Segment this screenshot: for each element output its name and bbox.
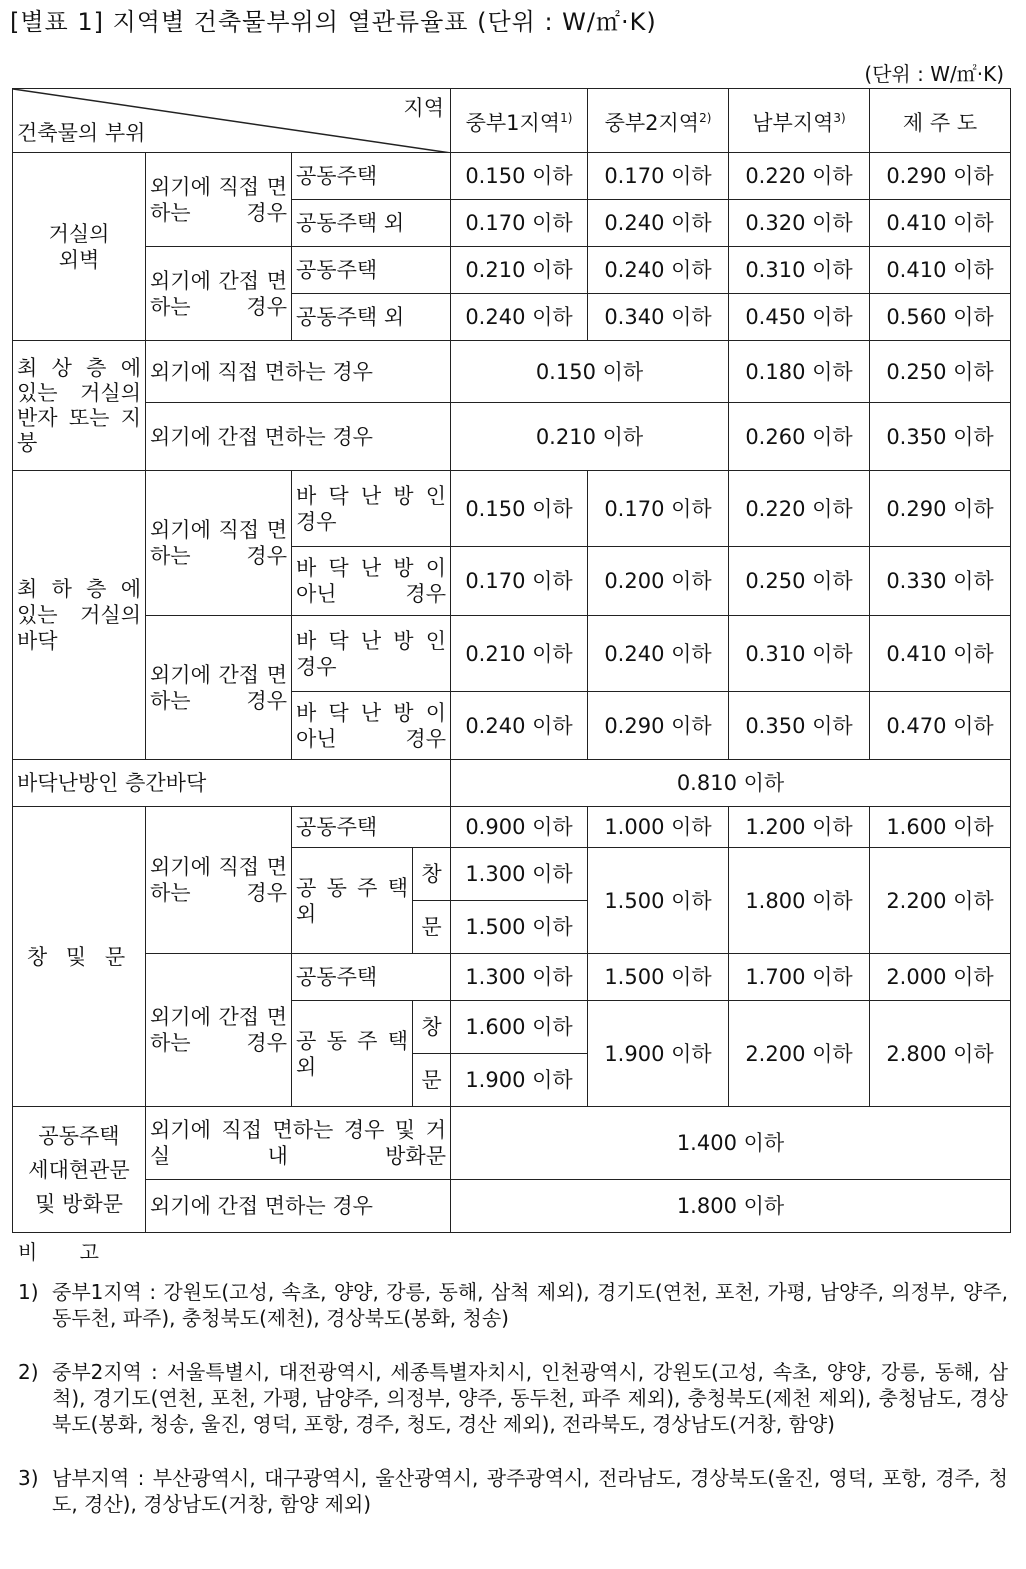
note-number: 1) [18, 1280, 39, 1304]
wall-indirect-apt-label: 공동주택 [292, 247, 451, 294]
value-cell: 0.170 이하 [451, 547, 588, 616]
notes-heading: 비 고 [18, 1240, 117, 1264]
value-cell: 2.200 이하 [870, 848, 1011, 954]
value-cell: 0.240 이하 [451, 692, 588, 760]
value-cell: 0.900 이하 [451, 807, 588, 848]
win-direct-other-label: 공 동 주 택 외 [292, 848, 413, 954]
value-cell: 0.320 이하 [729, 200, 870, 247]
thermal-transmittance-table [12, 88, 1011, 1233]
window-door-label: 창 및 문 [13, 807, 146, 1107]
entrance-door-label: 공동주택 세대현관문 및 방화문 [13, 1107, 146, 1233]
value-cell: 0.240 이하 [588, 616, 729, 692]
value-cell: 0.810 이하 [451, 760, 1011, 807]
interfloor-label: 바닥난방인 층간바닥 [13, 760, 451, 807]
value-cell: 1.700 이하 [729, 954, 870, 1001]
note-item [18, 1359, 1008, 1437]
value-cell: 0.310 이하 [729, 616, 870, 692]
value-cell: 0.290 이하 [870, 153, 1011, 200]
floor-heat-label: 바 닥 난 방 인 경우 [292, 471, 451, 547]
page-title: [별표 1] 지역별 건축물부위의 열관류율표 (단위 : W/㎡·K) [10, 8, 657, 36]
value-cell: 0.210 이하 [451, 403, 729, 471]
value-cell: 1.900 이하 [451, 1054, 588, 1107]
door-sublabel: 문 [413, 901, 451, 954]
wall-direct-apt-label: 공동주택 [292, 153, 451, 200]
value-cell: 0.150 이하 [451, 341, 729, 403]
value-cell: 1.500 이하 [588, 954, 729, 1001]
floor-noheat-label: 바 닥 난 방 이 아닌 경우 [292, 547, 451, 616]
value-cell: 0.150 이하 [451, 471, 588, 547]
value-cell: 1.200 이하 [729, 807, 870, 848]
value-cell: 0.450 이하 [729, 294, 870, 341]
value-cell: 0.180 이하 [729, 341, 870, 403]
unit-label: (단위 : W/㎡·K) [864, 62, 1004, 86]
floor-heat-label: 바 닥 난 방 인 경우 [292, 616, 451, 692]
floor-direct-label: 외기에 직접 면하는 경우 [146, 471, 292, 616]
value-cell: 0.410 이하 [870, 200, 1011, 247]
header-corner-cell [13, 89, 451, 153]
header-zone-3: 남부지역$^{3)}$ [729, 89, 870, 153]
value-cell: 0.260 이하 [729, 403, 870, 471]
value-cell: 1.600 이하 [451, 1001, 588, 1054]
value-cell: 0.310 이하 [729, 247, 870, 294]
value-cell: 0.340 이하 [588, 294, 729, 341]
value-cell: 0.350 이하 [729, 692, 870, 760]
win-indirect-other-label: 공 동 주 택 외 [292, 1001, 413, 1107]
header-zone-4: 제 주 도 [870, 89, 1011, 153]
floor-noheat-label: 바 닥 난 방 이 아닌 경우 [292, 692, 451, 760]
value-cell: 0.220 이하 [729, 153, 870, 200]
value-cell: 1.300 이하 [451, 848, 588, 901]
value-cell: 0.210 이하 [451, 247, 588, 294]
value-cell: 2.000 이하 [870, 954, 1011, 1001]
value-cell: 2.800 이하 [870, 1001, 1011, 1107]
header-zone-1: 중부1지역$^{1)}$ [451, 89, 588, 153]
note-number: 2) [18, 1360, 39, 1384]
value-cell: 0.210 이하 [451, 616, 588, 692]
value-cell: 0.410 이하 [870, 247, 1011, 294]
win-indirect-label: 외기에 간접 면하는 경우 [146, 954, 292, 1107]
value-cell: 1.800 이하 [451, 1180, 1011, 1233]
wall-direct-other-label: 공동주택 외 [292, 200, 451, 247]
header-zone-2: 중부2지역$^{2)}$ [588, 89, 729, 153]
value-cell: 1.400 이하 [451, 1107, 1011, 1180]
value-cell: 1.600 이하 [870, 807, 1011, 848]
value-cell: 0.290 이하 [870, 471, 1011, 547]
value-cell: 0.560 이하 [870, 294, 1011, 341]
value-cell: 0.200 이하 [588, 547, 729, 616]
door-sublabel: 문 [413, 1054, 451, 1107]
win-direct-apt-label: 공동주택 [292, 807, 451, 848]
note-text: 중부1지역 : 강원도(고성, 속초, 양양, 강릉, 동해, 삼척 제외), 경기도(연천, 포천, 가평, 남양주, 의정부, 양주, 동두천, 파주), 충청북도(제천), 경상북도(봉화, 청송) [52, 1280, 1008, 1330]
wall-direct-label: 외기에 직접 면하는 경우 [146, 153, 292, 247]
top-roof-label: 최 상 층 에 있는 거실의 반자 또는 지붕 [13, 341, 146, 471]
window-sublabel: 창 [413, 848, 451, 901]
note-item [18, 1465, 1008, 1517]
bottom-floor-label: 최 하 층 에 있는 거실의 바닥 [13, 471, 146, 760]
header-region-label: 지역 [403, 96, 444, 120]
value-cell: 0.170 이하 [451, 200, 588, 247]
value-cell: 0.350 이하 [870, 403, 1011, 471]
value-cell: 0.240 이하 [451, 294, 588, 341]
value-cell: 0.290 이하 [588, 692, 729, 760]
value-cell: 2.200 이하 [729, 1001, 870, 1107]
wall-indirect-label: 외기에 간접 면하는 경우 [146, 247, 292, 341]
window-sublabel: 창 [413, 1001, 451, 1054]
win-direct-label: 외기에 직접 면하는 경우 [146, 807, 292, 954]
value-cell: 0.170 이하 [588, 153, 729, 200]
entrance-direct-label: 외기에 직접 면하는 경우 및 거실 내 방화문 [146, 1107, 451, 1180]
value-cell: 0.250 이하 [729, 547, 870, 616]
value-cell: 0.170 이하 [588, 471, 729, 547]
value-cell: 1.000 이하 [588, 807, 729, 848]
entrance-indirect-label: 외기에 간접 면하는 경우 [146, 1180, 451, 1233]
header-part-label: 건축물의 부위 [17, 121, 146, 145]
win-indirect-apt-label: 공동주택 [292, 954, 451, 1001]
value-cell: 0.410 이하 [870, 616, 1011, 692]
value-cell: 1.900 이하 [588, 1001, 729, 1107]
value-cell: 0.240 이하 [588, 200, 729, 247]
living-wall-label: 거실의 외벽 [13, 153, 146, 341]
value-cell: 1.500 이하 [451, 901, 588, 954]
note-item [18, 1279, 1008, 1331]
wall-indirect-other-label: 공동주택 외 [292, 294, 451, 341]
roof-direct-label: 외기에 직접 면하는 경우 [146, 341, 451, 403]
value-cell: 0.150 이하 [451, 153, 588, 200]
notes-section [18, 1236, 1008, 1545]
roof-indirect-label: 외기에 간접 면하는 경우 [146, 403, 451, 471]
floor-indirect-label: 외기에 간접 면하는 경우 [146, 616, 292, 760]
value-cell: 0.220 이하 [729, 471, 870, 547]
value-cell: 0.330 이하 [870, 547, 1011, 616]
value-cell: 1.300 이하 [451, 954, 588, 1001]
value-cell: 0.470 이하 [870, 692, 1011, 760]
note-number: 3) [18, 1466, 39, 1490]
note-text: 중부2지역 : 서울특별시, 대전광역시, 세종특별자치시, 인천광역시, 강원도(고성, 속초, 양양, 강릉, 동해, 삼척), 경기도(연천, 포천, 가평, 남양주, 의정부, 양주, 동두천, 파주 제외), 충청북도(제천 제외), 충청남도, 경상북도(봉화, 청송, 울진, 영덕, 포항, 경주, 청도, 경산 제외), 전라북도, 경상남도(거창, 함양) [52, 1360, 1008, 1436]
value-cell: 1.800 이하 [729, 848, 870, 954]
value-cell: 0.240 이하 [588, 247, 729, 294]
value-cell: 0.250 이하 [870, 341, 1011, 403]
value-cell: 1.500 이하 [588, 848, 729, 954]
note-text: 남부지역 : 부산광역시, 대구광역시, 울산광역시, 광주광역시, 전라남도, 경상북도(울진, 영덕, 포항, 경주, 청도, 경산), 경상남도(거창, 함양 제외) [52, 1466, 1008, 1516]
